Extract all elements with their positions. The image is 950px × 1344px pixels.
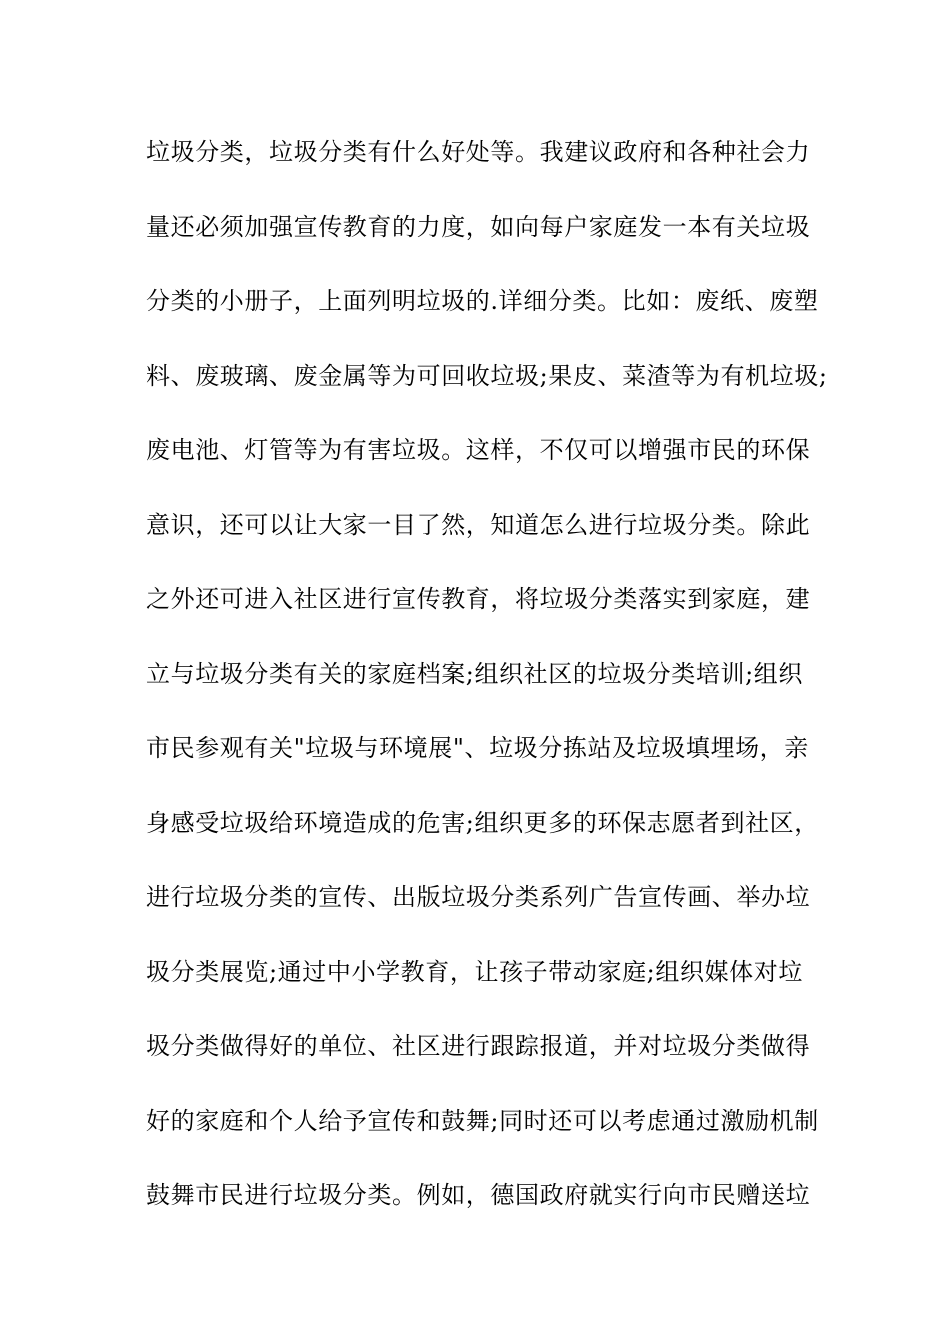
text-line-7: 之外还可进入社区进行宣传教育，将垃圾分类落实到家庭，建 [146,585,811,613]
text-line-3: 分类的小册子，上面列明垃圾的.详细分类。比如：废纸、废塑 [146,287,819,315]
text-line-10: 身感受垃圾给环境造成的危害;组织更多的环保志愿者到社区， [146,808,819,837]
text-line-14: 好的家庭和个人给予宣传和鼓舞;同时还可以考虑通过激励机制 [146,1106,819,1135]
text-line-6: 意识，还可以让大家一目了然，知道怎么进行垃圾分类。除此 [146,510,811,539]
text-line-9: 市民参观有关"垃圾与环境展"、垃圾分拣站及垃圾填埋场，亲 [146,734,809,762]
body-paragraph [146,130,826,1248]
text-line-5: 废电池、灯管等为有害垃圾。这样，不仅可以增强市民的环保 [146,436,811,464]
text-line-4: 料、废玻璃、废金属等为可回收垃圾;果皮、菜渣等为有机垃圾; [146,361,828,390]
text-line-1: 垃圾分类，垃圾分类有什么好处等。我建议政府和各种社会力 [146,138,811,166]
text-line-12: 圾分类展览;通过中小学教育，让孩子带动家庭;组织媒体对垃 [146,957,803,986]
text-line-13: 圾分类做得好的单位、社区进行跟踪报道，并对垃圾分类做得 [146,1032,811,1060]
text-line-11: 进行垃圾分类的宣传、出版垃圾分类系列广告宣传画、举办垃 [146,883,811,911]
text-line-15: 鼓舞市民进行垃圾分类。例如，德国政府就实行向市民赠送垃 [146,1181,811,1209]
text-line-8: 立与垃圾分类有关的家庭档案;组织社区的垃圾分类培训;组织 [146,659,803,688]
text-line-2: 量还必须加强宣传教育的力度，如向每户家庭发一本有关垃圾 [146,212,811,241]
